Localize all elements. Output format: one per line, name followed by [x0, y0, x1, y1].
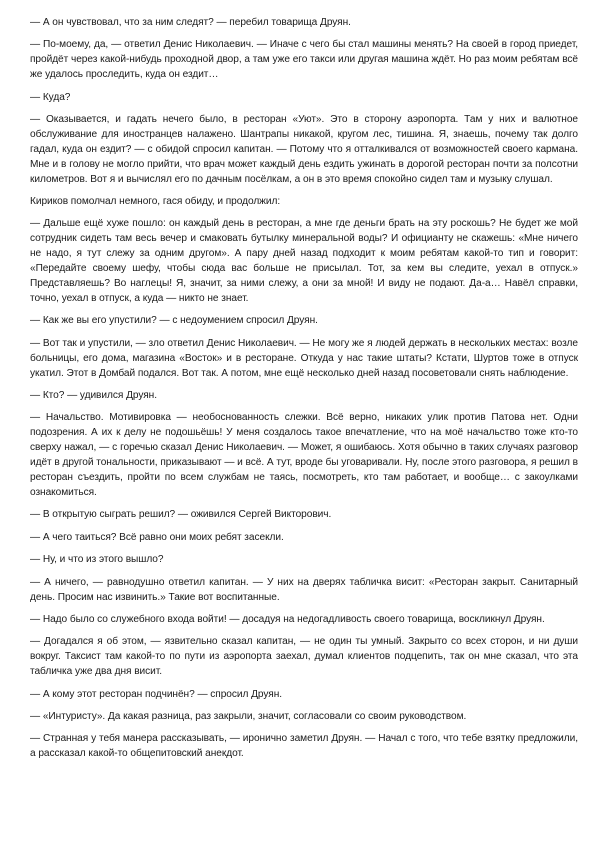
document-page — [30, 16, 578, 770]
paragraph: — Куда? — [30, 91, 71, 103]
paragraph: — Надо было со служебного входа войти! — досадуя на недогадливость своего товарища, воскликнул Друян. — [30, 613, 545, 625]
paragraph: — Начальство. Мотивировка — необоснованность слежки. Всё верно, никаких улик против Патова нет. Одни подозрения. А их к делу не подошьёшь! У меня создалось такое впечатление, что на моё начальство тоже кто-то сверху нажал, — с горечью сказал Денис Николаевич. — Может, я ошибаюсь. Хотя обычно в таких случаях разговор идёт в другой тональности, приказывают — и всё. А тут, вроде бы уговаривали. Ну, после этого разговора, я решил в ресторан съездить, пройти по всем службам не таясь, посмотреть, кто там работает, и вообще… с закоулками ознакомиться. — [30, 412, 578, 498]
paragraph: — «Интуристу». Да какая разница, раз закрыли, значит, согласовали со своим руководством. — [30, 710, 467, 722]
paragraph: — Как же вы его упустили? — с недоумением спросил Друян. — [30, 315, 318, 327]
paragraph: — А чего таиться? Всё равно они моих ребят засекли. — [30, 531, 284, 543]
paragraph: — А ничего, — равнодушно ответил капитан. — У них на дверях табличка висит: «Ресторан закрыт. Санитарный день. Просим нас извинить.» Такие вот воспитанные. — [30, 576, 578, 603]
paragraph: — По-моему, да, — ответил Денис Николаевич. — Иначе с чего бы стал машины менять? На своей в город приедет, пройдёт через какой-нибудь проходной двор, а там уже его такси или другая машина ждёт. Но раз моим ребятам всё же удалось проследить, куда он ездит… — [30, 39, 578, 81]
paragraph: — Кто? — удивился Друян. — [30, 390, 157, 402]
paragraph: — А кому этот ресторан подчинён? — спросил Друян. — [30, 688, 283, 700]
paragraph: — А он чувствовал, что за ним следят? — перебил товарища Друян. — [30, 17, 351, 28]
paragraph: — Дальше ещё хуже пошло: он каждый день в ресторан, а мне где деньги брать на эту роскошь? Не будет же мой сотрудник сидеть там весь вечер и смаковать бутылку минеральной воды? И официанту не скажешь: «Мне ничего не надо, я тут слежу за одним другом». А пару дней назад подходит к моим ребятам какой-то тип и говорит: «Передайте своему шефу, чтобы сюда вас больше не присылал. Тот, за кем вы следите, уехал в отпуск.» Представляешь? Во наглецы! Я, значит, за ними слежу, а они за мной! И виду не подают. Да-а… Навёл справки, точно, уехал в отпуск, а куда — никто не знает. — [30, 218, 578, 304]
paragraph: — Вот так и упустили, — зло ответил Денис Николаевич. — Не могу же я людей держать в нескольких местах: возле больницы, его дома, магазина «Восток» и в ресторане. Откуда у нас такие штаты? Кстати, Шуртов тоже в отпуск укатил. Этот в Домбай подался. Вот так. А потом, мне ещё несколько дней назад посоветовали снять наблюдение. — [30, 337, 578, 379]
paragraph: Кириков помолчал немного, гася обиду, и продолжил: — [30, 196, 281, 208]
paragraph: — Ну, и что из этого вышло? — [30, 554, 164, 566]
paragraph: — Странная у тебя манера рассказывать, — иронично заметил Друян. — Начал с того, что тебе взятку предложили, а рассказал какой-то общепитовский анекдот. — [30, 733, 578, 760]
paragraph: — Оказывается, и гадать нечего было, в ресторан «Уют». Это в сторону аэропорта. Там у них и валютное обслуживание для иностранцев налажено. Шантрапы никакой, кругом лес, тишина. Я, знаешь, почему так долго гадал, куда он ездит? — с обидой спросил капитан. — Потому что я отталкивался от возможностей своего кармана. Мне и в голову не могло прийти, что врач может каждый день ездить ужинать в дорогой ресторан почти за полсотни километров. Вот я и вычислял его по дачным посёлкам, а он в это время спокойно сидел там и музыку слушал. — [30, 114, 578, 185]
paragraph: — Догадался я об этом, — язвительно сказал капитан, — не один ты умный. Закрыто со всех сторон, и ни души вокруг. Таксист там какой-то по пути из аэропорта заехал, думал клиентов подцепить, так он мне сказал, что эта табличка уже два дня висит. — [30, 636, 578, 678]
paragraph: — В открытую сыграть решил? — оживился Сергей Викторович. — [30, 509, 332, 521]
